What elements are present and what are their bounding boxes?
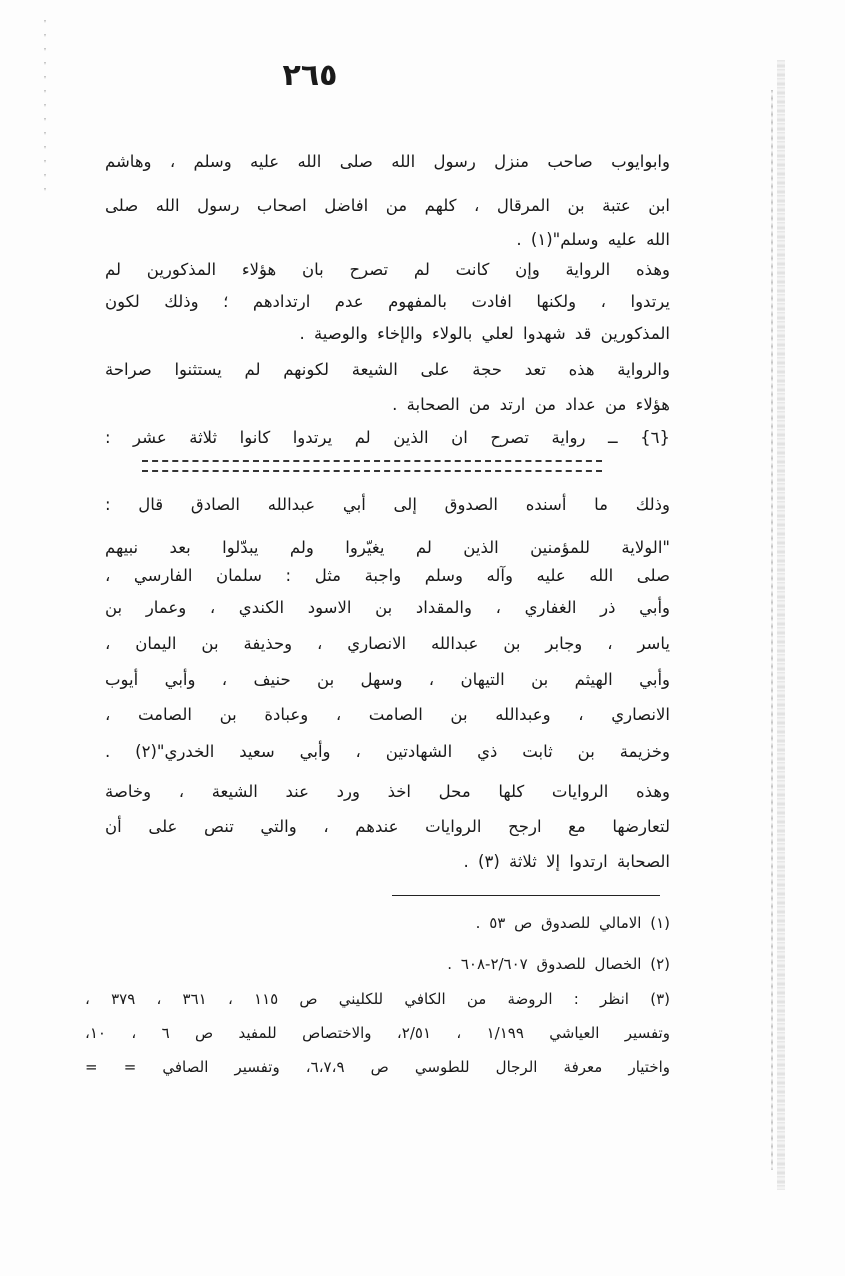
scan-artifact-right xyxy=(777,60,785,1190)
body-line: والرواية هذه تعد حجة على الشيعة لكونهم لم يستثنوا صراحة xyxy=(105,360,670,379)
body-line: الصحابة ارتدوا إلا ثلاثة (٣) . xyxy=(463,852,670,871)
body-line: ابن عتبة بن المرقال ، كلهم من افاضل اصحاب رسول الله صلى xyxy=(105,196,670,215)
body-line: صلى الله عليه وآله وسلم واجبة مثل : سلمان الفارسي ، xyxy=(105,566,670,585)
footnote: واختيار معرفة الرجال للطوسي ص ٦،٧،٩، وتفسير الصافي = = xyxy=(85,1058,670,1076)
footnote: وتفسير العياشي ١/١٩٩ ، ٢/٥١، والاختصاص للمفيد ص ٦ ، ١٠، xyxy=(85,1024,670,1042)
body-line: يرتدوا ، ولكنها افادت بالمفهوم عدم ارتدادهم ؛ وذلك لكون xyxy=(105,292,670,311)
footnote: (٢) الخصال للصدوق ٢/٦٠٧-٦٠٨ . xyxy=(447,955,670,973)
body-line: الله عليه وسلم"(١) . xyxy=(516,230,670,249)
body-line: وابوايوب صاحب منزل رسول الله صلى الله عليه وسلم ، وهاشم xyxy=(105,152,670,171)
section-heading: {٦} ــ رواية تصرح ان الذين لم يرتدوا كانوا ثلاثة عشر : xyxy=(105,428,670,447)
footnote: (٣) انظر : الروضة من الكافي للكليني ص ١١٥ ، ٣٦١ ، ٣٧٩ ، xyxy=(85,990,670,1008)
body-line: المذكورين قد شهدوا لعلي بالولاء والإخاء والوصية . xyxy=(299,324,670,343)
body-line: وأبي ذر الغفاري ، والمقداد بن الاسود الكندي ، وعمار بن xyxy=(105,598,670,617)
scan-artifact-left xyxy=(44,20,46,200)
footnote: (١) الامالي للصدوق ص ٥٣ . xyxy=(475,914,670,932)
body-line: ياسر ، وجابر بن عبدالله الانصاري ، وحذيفة بن اليمان ، xyxy=(105,634,670,653)
scan-artifact-right-line xyxy=(771,90,773,1170)
body-line: وأبي الهيثم بن التيهان ، وسهل بن حنيف ، وأبي أيوب xyxy=(105,670,670,689)
body-line: هؤلاء من عداد من ارتد من الصحابة . xyxy=(392,395,670,414)
double-rule-divider xyxy=(142,460,602,472)
body-line: وهذه الرواية وإن كانت لم تصرح بان هؤلاء المذكورين لم xyxy=(105,260,670,279)
body-line: "الولاية للمؤمنين الذين لم يغيّروا ولم يبدّلوا بعد نبيهم xyxy=(105,538,670,557)
body-line: الانصاري ، وعبدالله بن الصامت ، وعبادة بن الصامت ، xyxy=(105,705,670,724)
body-line: وخزيمة بن ثابت ذي الشهادتين ، وأبي سعيد الخدري"(٢) . xyxy=(105,742,670,761)
page-number: ٢٦٥ xyxy=(282,58,338,93)
body-line: وذلك ما أسنده الصدوق إلى أبي عبدالله الصادق قال : xyxy=(105,495,670,514)
body-line: لتعارضها مع ارجح الروايات عندهم ، والتي تنص على أن xyxy=(105,817,670,836)
footnote-separator xyxy=(392,895,660,896)
body-line: وهذه الروايات كلها محل اخذ ورد عند الشيعة ، وخاصة xyxy=(105,782,670,801)
